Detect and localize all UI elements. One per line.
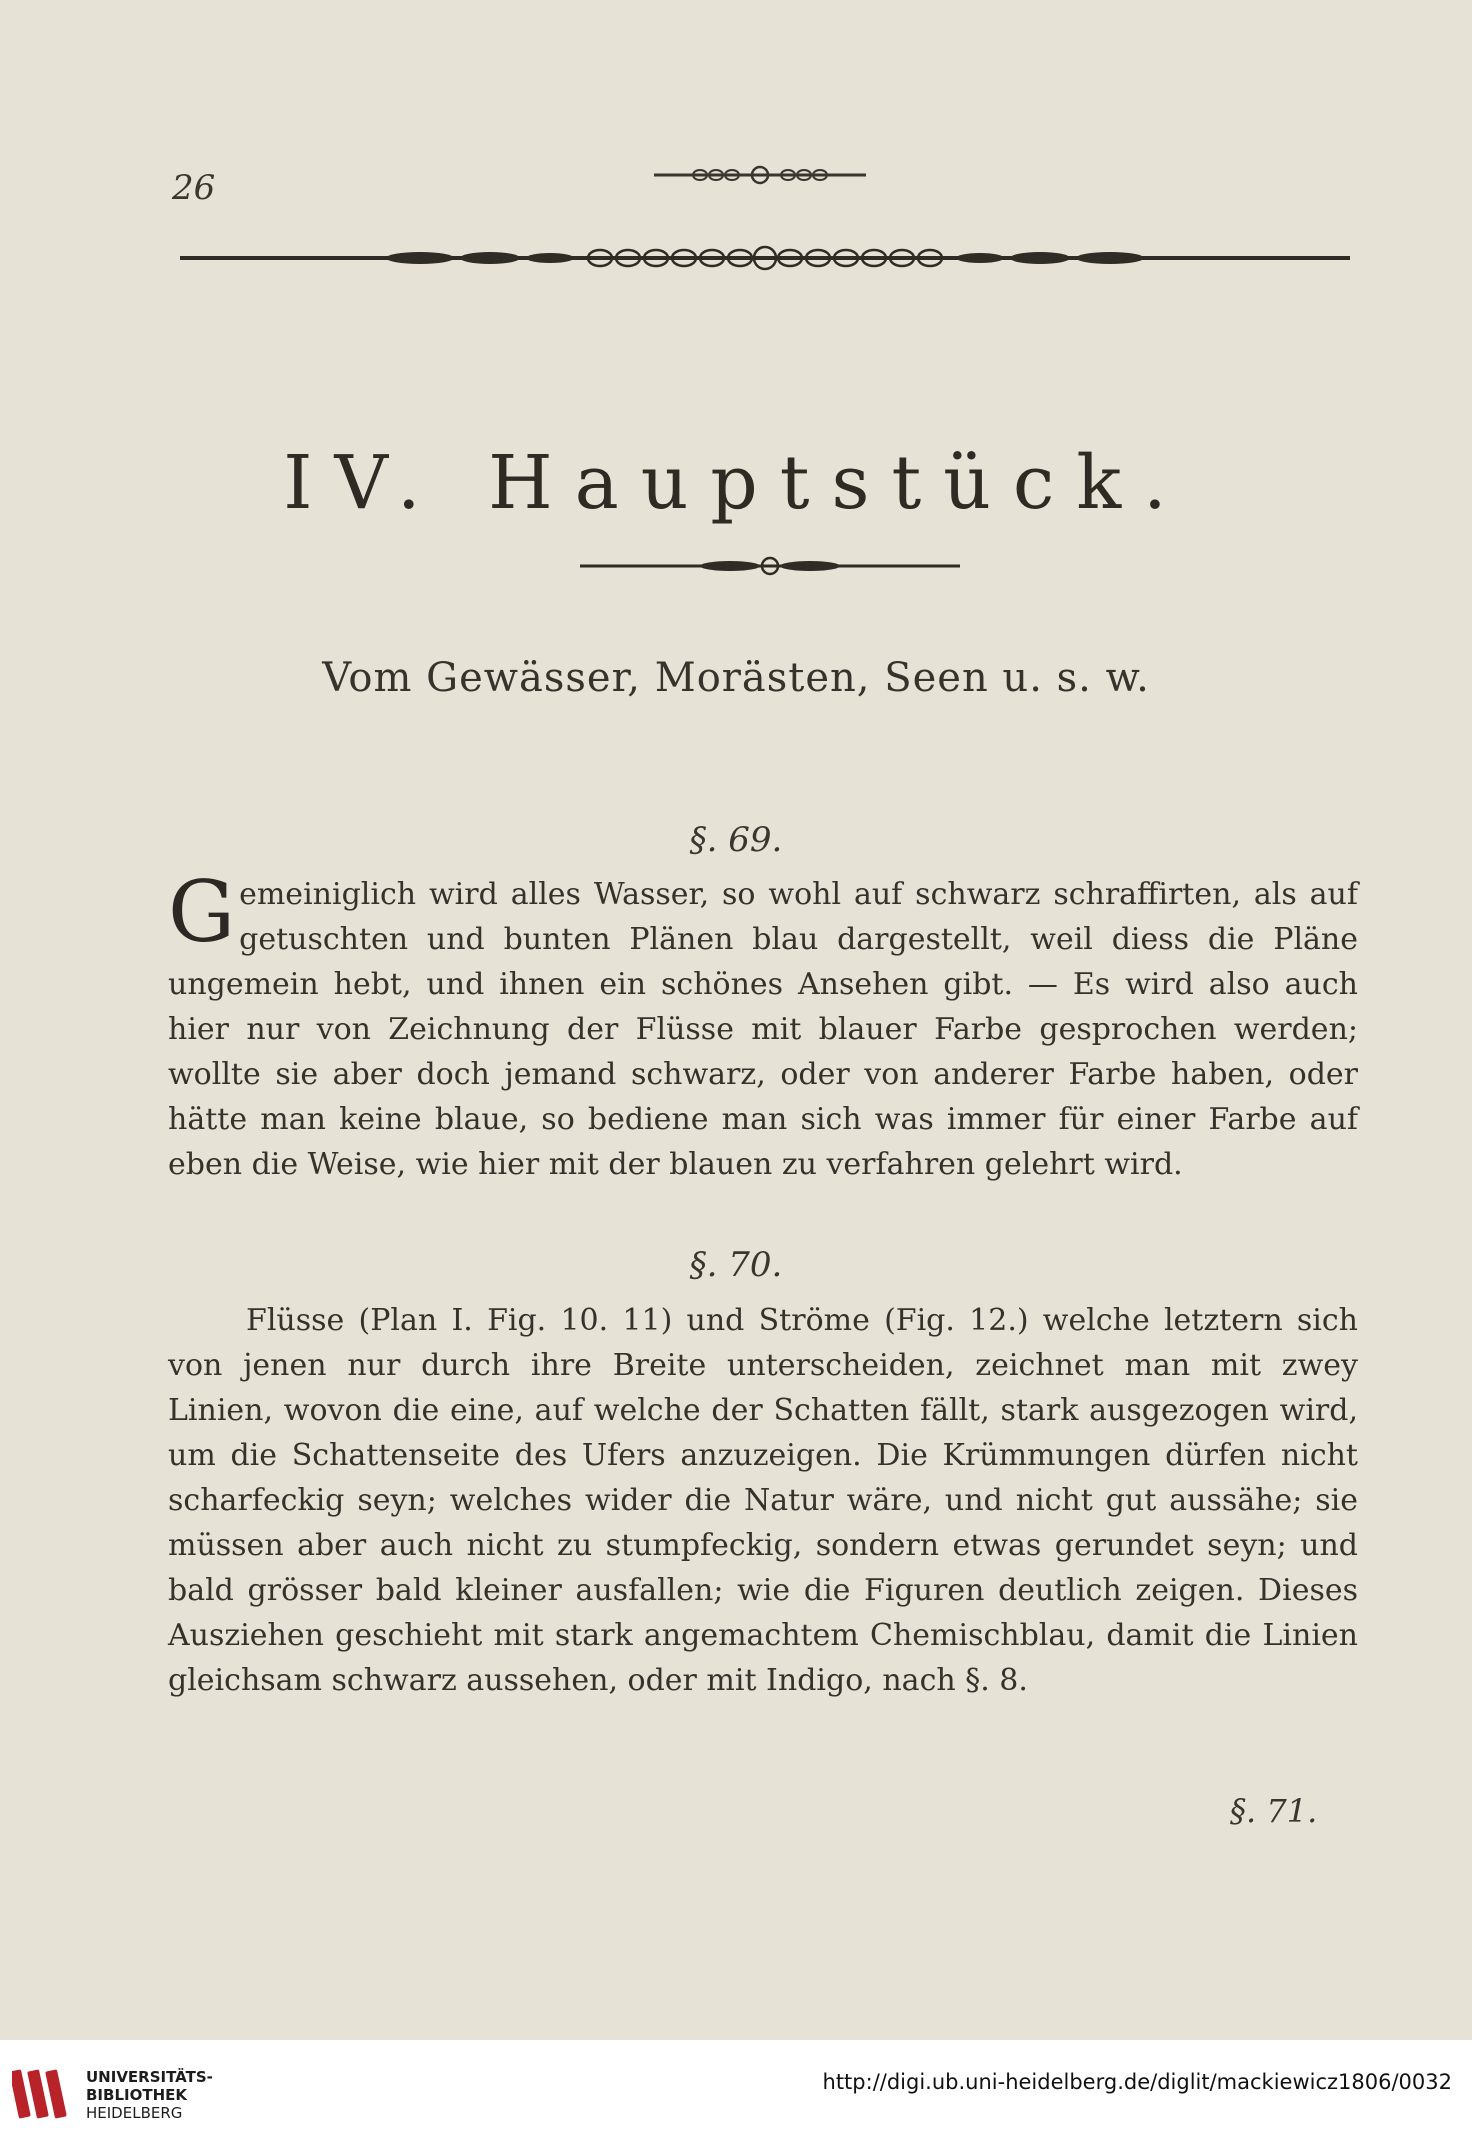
section-paragraph — [168, 863, 1358, 1187]
library-name-line: BIBLIOTHEK — [86, 2086, 187, 2104]
chapter-subtitle: Vom Gewässer, Morästen, Seen u. s. w. — [322, 655, 1150, 701]
drop-cap: G — [168, 863, 236, 961]
viewer-footer — [0, 2040, 1472, 2152]
top-rule-ornament-icon — [180, 244, 1350, 272]
section-paragraph: Flüsse (Plan I. Fig. 10. 11) und Ströme (Fig. 12.) welche letztern sich von jenen nur durch ihre Breite unterscheiden, zeichnet man mit zwey Linien, wovon die eine, auf welche der Schatten fällt, stark ausgezogen wird, um die Schattenseite des Ufers anzuzeigen. Die Krümmungen dürfen nicht scharfeckig seyn; welches wider die Natur wäre, und nicht gut aussähe; sie müssen aber auch nicht zu stumpfeckig, sondern etwas gerundet seyn; und bald grösser bald kleiner ausfallen; wie die Figuren deutlich zeigen. Dieses Ausziehen geschieht mit stark angemachtem Chemischblau, damit die Linien gleichsam schwarz aussehen, oder mit Indigo, nach §. 8. — [168, 1303, 1358, 1698]
paragraph-text: emeiniglich wird alles Wasser, so wohl auf schwarz schraffirten, als auf getuschten und bunten Plänen blau dargestellt, weil diess die Pläne ungemein hebt, und ihnen ein schönes Ansehen gibt. — Es wird also auch hier nur von Zeichnung der Flüsse mit blauer Farbe gesprochen werden; wollte sie aber doch jemand schwarz, oder von anderer Farbe haben, oder hätte man keine blaue, so bediene man sich was immer für einer Farbe auf eben die Weise, wie hier mit der blauen zu verfahren gelehrt wird. — [168, 877, 1358, 1182]
title-rule-ornament-icon — [580, 555, 960, 577]
header-ornament-icon — [650, 162, 870, 188]
section-heading: §. 70. — [689, 1245, 783, 1285]
library-name — [86, 2068, 213, 2122]
library-name-line: UNIVERSITÄTS- — [86, 2068, 213, 2086]
library-name-line: HEIDELBERG — [86, 2104, 183, 2122]
library-logo-icon — [12, 2062, 76, 2126]
catchword: §. 71. — [1230, 1792, 1318, 1830]
chapter-title: IV. Hauptstück. — [283, 440, 1189, 526]
permalink-url[interactable]: http://digi.ub.uni-heidelberg.de/diglit/mackiewicz1806/0032 — [822, 2070, 1452, 2094]
page-number: 26 — [172, 168, 216, 208]
section-heading: §. 69. — [689, 820, 783, 860]
